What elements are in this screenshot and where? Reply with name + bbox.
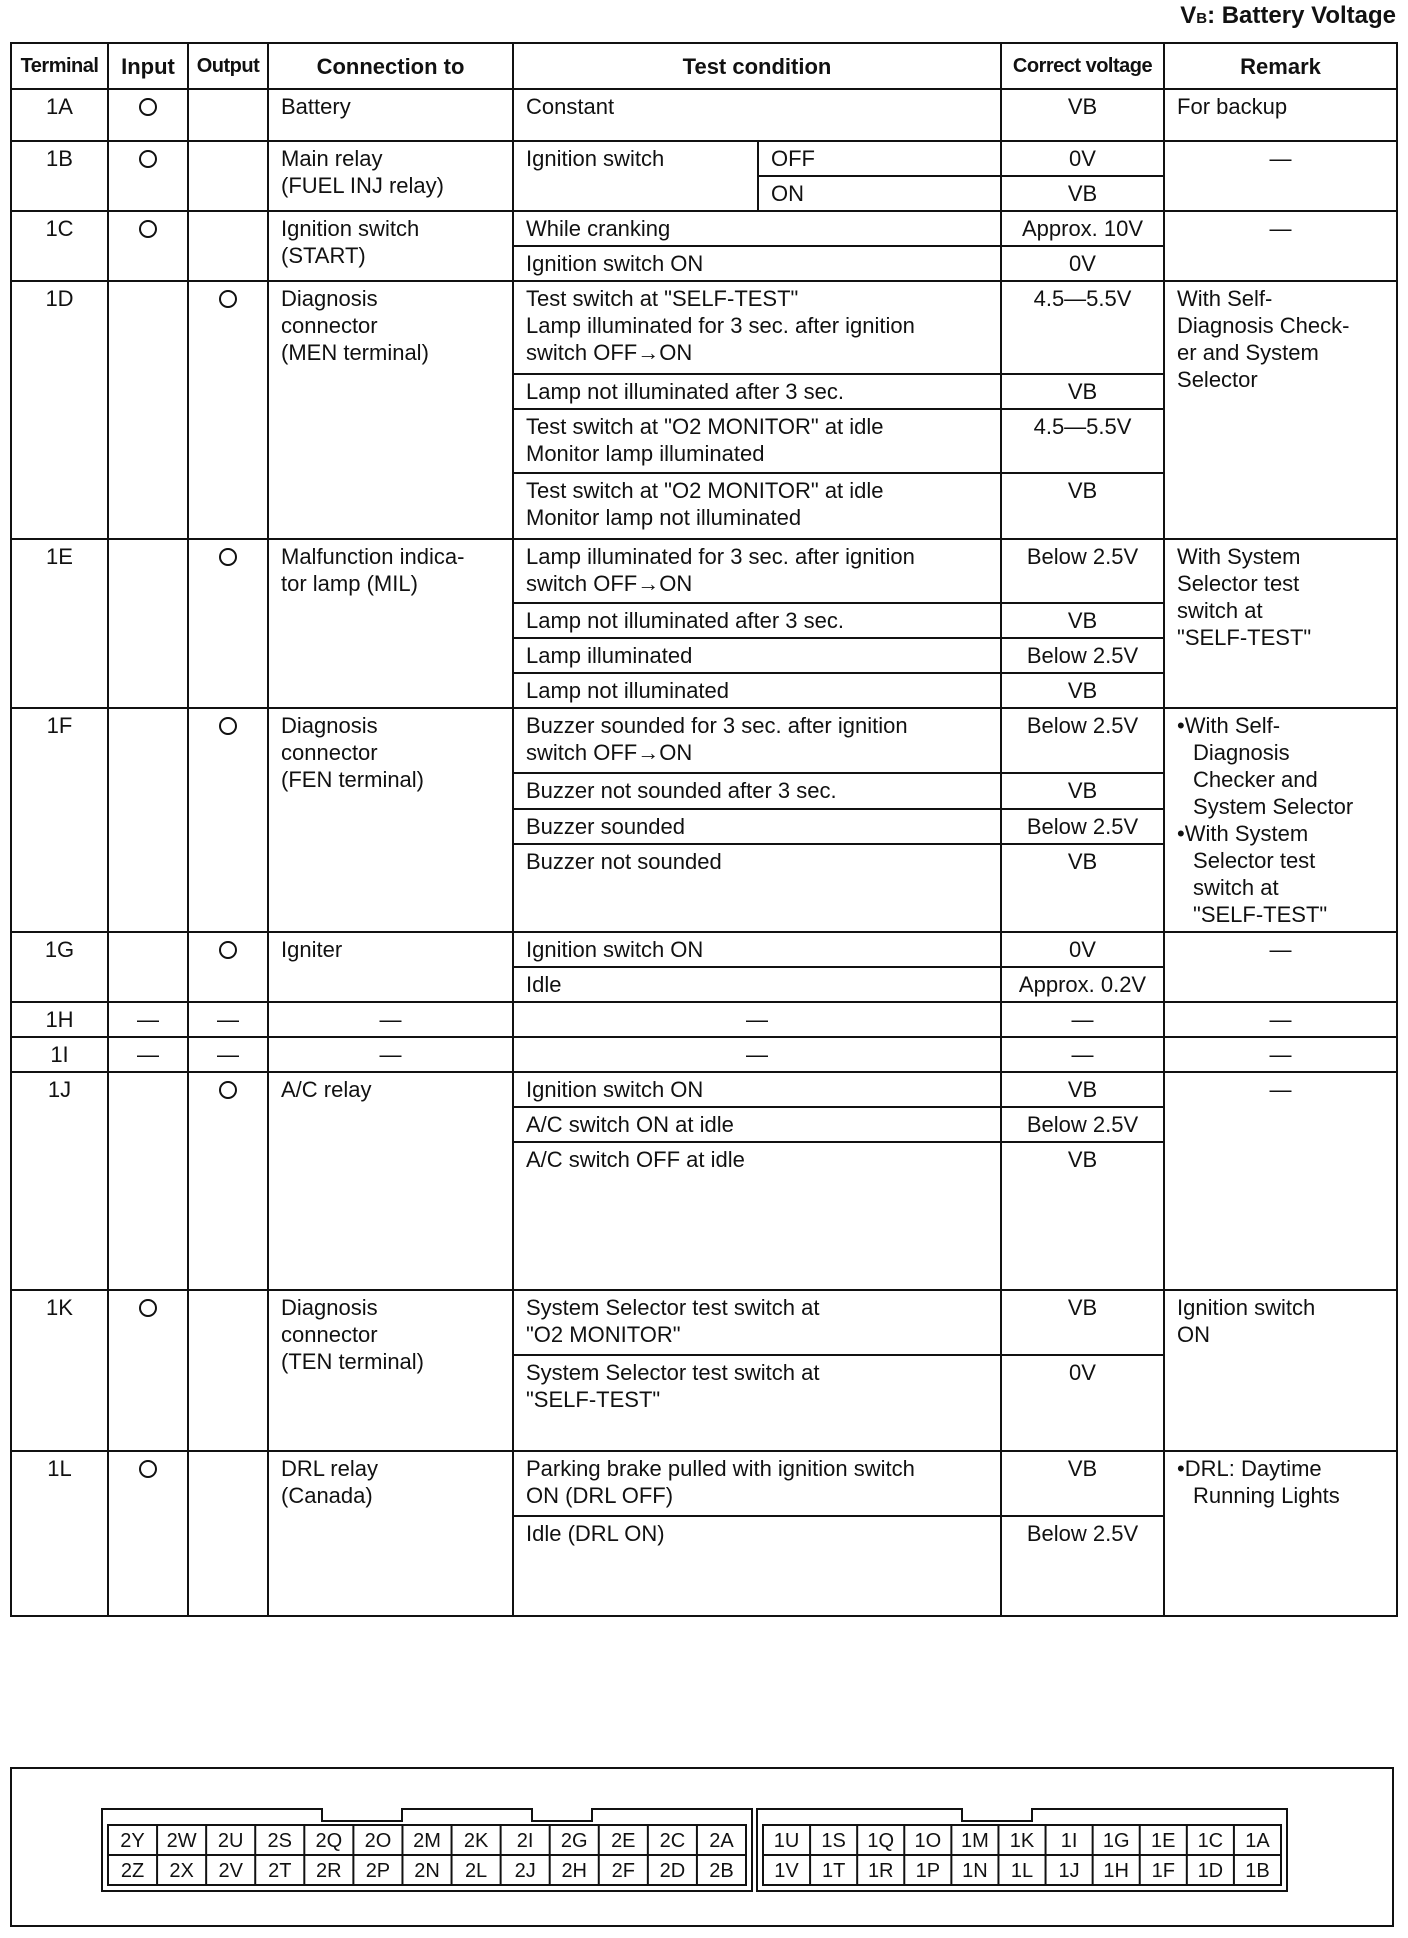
remark-cell: — xyxy=(1164,932,1397,1002)
condition-cell: Lamp not illuminated after 3 sec. xyxy=(513,603,1001,638)
condition-cell: Lamp not illuminated xyxy=(513,673,1001,708)
pin-label: 1C xyxy=(1197,1830,1224,1852)
condition-cell: Lamp illuminated for 3 sec. after ignition switch OFF→ON xyxy=(513,539,1001,603)
remark-cell xyxy=(1164,1451,1397,1616)
condition-cell: — xyxy=(513,1002,1001,1037)
table-row xyxy=(11,141,1397,176)
pin-label: 2E xyxy=(611,1830,636,1852)
terminal-cell: 1H xyxy=(11,1002,108,1037)
condition-cell: A/C switch ON at idle xyxy=(513,1107,1001,1142)
output-mark xyxy=(188,1451,268,1616)
header-input: Input xyxy=(108,43,188,89)
pin-label: 2G xyxy=(560,1830,588,1852)
pin-label: 1N xyxy=(962,1860,988,1882)
voltage-cell: VB xyxy=(1001,89,1164,141)
condition-cell: System Selector test switch at "O2 MONITOR" xyxy=(513,1290,1001,1355)
header-connection: Connection to xyxy=(268,43,513,89)
pin-label: 1D xyxy=(1197,1860,1224,1882)
condition-cell: While cranking xyxy=(513,211,1001,246)
pin-label: 2Q xyxy=(315,1830,343,1852)
condition-cell: Ignition switch ON xyxy=(513,932,1001,967)
terminal-cell: 1J xyxy=(11,1072,108,1290)
connection-cell: Ignition switch (START) xyxy=(268,211,513,281)
pin-label: 1I xyxy=(1060,1830,1078,1852)
pin-label: 2Y xyxy=(120,1830,145,1852)
connection-cell: Battery xyxy=(268,89,513,141)
remark-cell: — xyxy=(1164,1002,1397,1037)
header-remark: Remark xyxy=(1164,43,1397,89)
pin-label: 1L xyxy=(1010,1860,1034,1882)
table-row xyxy=(11,281,1397,374)
pin-label: 1Q xyxy=(867,1830,895,1852)
voltage-cell: 4.5—5.5V xyxy=(1001,281,1164,374)
voltage-cell: 0V xyxy=(1001,141,1164,176)
connection-cell: Diagnosis connector (FEN terminal) xyxy=(268,708,513,932)
pin-label: 2K xyxy=(463,1830,489,1852)
pin-label: 2B xyxy=(709,1860,734,1882)
remark-cell: Ignition switch ON xyxy=(1164,1290,1397,1451)
table-row xyxy=(11,708,1397,773)
condition-cell: Parking brake pulled with ignition switch ON (DRL OFF) xyxy=(513,1451,1001,1516)
pin-label: 2F xyxy=(611,1860,635,1882)
input-mark xyxy=(108,708,188,932)
output-mark xyxy=(188,211,268,281)
voltage-cell: VB xyxy=(1001,176,1164,211)
table-row xyxy=(11,1037,1397,1072)
remark-cell: With System Selector test switch at "SELF-TEST" xyxy=(1164,539,1397,708)
voltage-cell: VB xyxy=(1001,844,1164,932)
pin-label: 2H xyxy=(561,1860,588,1882)
pin-label: 2D xyxy=(659,1860,686,1882)
header-correct-voltage: Correct voltage xyxy=(1001,43,1164,89)
voltage-cell: Below 2.5V xyxy=(1001,1107,1164,1142)
output-mark xyxy=(188,708,268,932)
pin-label: 1M xyxy=(961,1830,989,1852)
pin-label: 2A xyxy=(709,1830,734,1852)
connector-block-right xyxy=(757,1809,1287,1891)
voltage-cell: VB xyxy=(1001,374,1164,409)
terminal-cell: 1G xyxy=(11,932,108,1002)
table-row xyxy=(11,1002,1397,1037)
condition-cell: Test switch at "SELF-TEST" Lamp illuminated for 3 sec. after ignition switch OFF→ON xyxy=(513,281,1001,374)
condition-cell: Test switch at "O2 MONITOR" at idle Monitor lamp not illuminated xyxy=(513,473,1001,539)
input-circle-icon xyxy=(139,150,157,168)
voltage-cell: 0V xyxy=(1001,246,1164,281)
voltage-cell: VB xyxy=(1001,1072,1164,1107)
condition-cell: — xyxy=(513,1037,1001,1072)
output-mark xyxy=(188,1290,268,1451)
pin-label: 2Z xyxy=(120,1860,145,1882)
terminal-cell: 1A xyxy=(11,89,108,141)
condition-cell: Ignition switch ON xyxy=(513,246,1001,281)
voltage-cell: 4.5—5.5V xyxy=(1001,409,1164,473)
voltage-cell: Below 2.5V xyxy=(1001,539,1164,603)
pin-label: 1H xyxy=(1103,1860,1129,1882)
connection-cell: Main relay (FUEL INJ relay) xyxy=(268,141,513,211)
pin-label: 2M xyxy=(413,1830,441,1852)
header-output: Output xyxy=(188,43,268,89)
pin-label: 2L xyxy=(464,1860,488,1882)
output-circle-icon xyxy=(219,717,237,735)
pin-label: 2X xyxy=(169,1860,194,1882)
pin-label: 1J xyxy=(1058,1860,1080,1882)
output-mark xyxy=(188,539,268,708)
output-mark xyxy=(188,932,268,1002)
pin-label: 2U xyxy=(217,1830,244,1852)
remark-cell: — xyxy=(1164,1072,1397,1290)
condition-cell: Ignition switch xyxy=(513,141,758,211)
terminal-cell: 1D xyxy=(11,281,108,539)
condition-cell: Buzzer not sounded after 3 sec. xyxy=(513,773,1001,809)
pin-label: 2R xyxy=(316,1860,342,1882)
voltage-cell: VB xyxy=(1001,1451,1164,1516)
voltage-cell: Below 2.5V xyxy=(1001,638,1164,673)
pin-label: 2P xyxy=(365,1860,391,1882)
input-mark xyxy=(108,211,188,281)
condition-sub-cell: OFF xyxy=(758,141,1001,176)
voltage-cell: Below 2.5V xyxy=(1001,708,1164,773)
terminal-cell: 1I xyxy=(11,1037,108,1072)
voltage-cell: Below 2.5V xyxy=(1001,809,1164,845)
input-circle-icon xyxy=(139,98,157,116)
input-mark xyxy=(108,1290,188,1451)
input-mark xyxy=(108,281,188,539)
condition-cell: Test switch at "O2 MONITOR" at idle Monitor lamp illuminated xyxy=(513,409,1001,473)
pin-label: 2T xyxy=(268,1860,292,1882)
condition-cell: Lamp not illuminated after 3 sec. xyxy=(513,374,1001,409)
output-mark xyxy=(188,89,268,141)
voltage-cell: VB xyxy=(1001,1290,1164,1355)
pin-label: 1P xyxy=(915,1860,941,1882)
output-mark xyxy=(188,141,268,211)
pin-label: 1B xyxy=(1245,1860,1270,1882)
pin-label: 2I xyxy=(516,1830,534,1852)
pin-label: 1U xyxy=(773,1830,800,1852)
output-mark xyxy=(188,1072,268,1290)
table-row xyxy=(11,1451,1397,1516)
pin-label: 2W xyxy=(166,1830,197,1852)
condition-cell: Lamp illuminated xyxy=(513,638,1001,673)
condition-cell: Ignition switch ON xyxy=(513,1072,1001,1107)
input-circle-icon xyxy=(139,1460,157,1478)
pin-label: 2J xyxy=(514,1860,536,1882)
voltage-cell: 0V xyxy=(1001,932,1164,967)
connector-block-left xyxy=(102,1809,752,1891)
input-mark xyxy=(108,539,188,708)
voltage-cell: VB xyxy=(1001,673,1164,708)
voltage-cell: Approx. 10V xyxy=(1001,211,1164,246)
table-header-row xyxy=(11,43,1397,89)
voltage-cell: 0V xyxy=(1001,1355,1164,1451)
condition-cell: Buzzer sounded for 3 sec. after ignition switch OFF→ON xyxy=(513,708,1001,773)
terminal-cell: 1F xyxy=(11,708,108,932)
connection-cell: — xyxy=(268,1037,513,1072)
pin-label: 1F xyxy=(1151,1860,1175,1882)
pin-label: 1T xyxy=(821,1860,846,1882)
condition-cell: System Selector test switch at "SELF-TEST" xyxy=(513,1355,1001,1451)
pin-label: 2V xyxy=(218,1860,243,1882)
pin-label: 1G xyxy=(1102,1830,1130,1852)
output-mark xyxy=(188,281,268,539)
voltage-cell: VB xyxy=(1001,603,1164,638)
table-row xyxy=(11,211,1397,246)
header-terminal: Terminal xyxy=(11,43,108,89)
table-row xyxy=(11,89,1397,141)
connection-cell: Igniter xyxy=(268,932,513,1002)
table-row xyxy=(11,539,1397,603)
pin-label: 1K xyxy=(1009,1830,1035,1852)
voltage-cell: — xyxy=(1001,1037,1164,1072)
output-circle-icon xyxy=(219,941,237,959)
pin-label: 2S xyxy=(267,1830,293,1852)
table-row xyxy=(11,932,1397,967)
input-circle-icon xyxy=(139,220,157,238)
input-mark: — xyxy=(108,1037,188,1072)
battery-voltage-legend: VB: Battery Voltage xyxy=(1180,2,1396,29)
voltage-cell: VB xyxy=(1001,1142,1164,1290)
remark-bullet: •With Self- Diagnosis Checker and System Selector xyxy=(1177,713,1354,819)
voltage-cell: Below 2.5V xyxy=(1001,1516,1164,1616)
condition-cell: Idle xyxy=(513,967,1001,1002)
output-circle-icon xyxy=(219,548,237,566)
output-circle-icon xyxy=(219,290,237,308)
connection-cell: A/C relay xyxy=(268,1072,513,1290)
connection-cell: Diagnosis connector (TEN terminal) xyxy=(268,1290,513,1451)
remark-cell: — xyxy=(1164,211,1397,281)
voltage-cell: Approx. 0.2V xyxy=(1001,967,1164,1002)
output-circle-icon xyxy=(219,1081,237,1099)
terminal-cell: 1B xyxy=(11,141,108,211)
pin-label: 2N xyxy=(414,1860,440,1882)
connection-cell: — xyxy=(268,1002,513,1037)
remark-cell: With Self- Diagnosis Check- er and System Selector xyxy=(1164,281,1397,539)
input-mark xyxy=(108,1451,188,1616)
terminal-voltage-table xyxy=(10,42,1398,1617)
connection-cell: DRL relay (Canada) xyxy=(268,1451,513,1616)
input-mark xyxy=(108,1072,188,1290)
output-mark: — xyxy=(188,1002,268,1037)
terminal-cell: 1K xyxy=(11,1290,108,1451)
remark-cell: — xyxy=(1164,1037,1397,1072)
remark-cell: — xyxy=(1164,141,1397,211)
input-mark: — xyxy=(108,1002,188,1037)
connector-svg xyxy=(12,1769,1392,1925)
remark-bullet: •DRL: Daytime Running Lights xyxy=(1177,1456,1340,1508)
pin-label: 1R xyxy=(867,1860,894,1882)
pin-label: 2C xyxy=(659,1830,686,1852)
pin-label: 1A xyxy=(1245,1830,1270,1852)
pin-label: 1V xyxy=(774,1860,799,1882)
pin-label: 1S xyxy=(821,1830,846,1852)
voltage-cell: — xyxy=(1001,1002,1164,1037)
condition-cell: Constant xyxy=(513,89,1001,141)
condition-cell: Buzzer sounded xyxy=(513,809,1001,845)
terminal-cell: 1C xyxy=(11,211,108,281)
pin-label: 1O xyxy=(914,1830,942,1852)
condition-cell: Idle (DRL ON) xyxy=(513,1516,1001,1616)
condition-cell: Buzzer not sounded xyxy=(513,844,1001,932)
header-test-condition: Test condition xyxy=(513,43,1001,89)
voltage-cell: VB xyxy=(1001,473,1164,539)
remark-cell: For backup xyxy=(1164,89,1397,141)
pin-label: 2O xyxy=(364,1830,392,1852)
input-mark xyxy=(108,141,188,211)
remark-bullet: •With System Selector test switch at "SELF-TEST" xyxy=(1177,821,1328,927)
table-row xyxy=(11,1072,1397,1107)
input-circle-icon xyxy=(139,1299,157,1317)
condition-sub-cell: ON xyxy=(758,176,1001,211)
terminal-cell: 1E xyxy=(11,539,108,708)
table-row xyxy=(11,1290,1397,1355)
terminal-cell: 1L xyxy=(11,1451,108,1616)
voltage-cell: VB xyxy=(1001,773,1164,809)
pin-label: 1E xyxy=(1151,1830,1176,1852)
condition-cell: A/C switch OFF at idle xyxy=(513,1142,1001,1290)
connection-cell: Malfunction indica- tor lamp (MIL) xyxy=(268,539,513,708)
input-mark xyxy=(108,89,188,141)
connection-cell: Diagnosis connector (MEN terminal) xyxy=(268,281,513,539)
remark-cell xyxy=(1164,708,1397,932)
connector-diagram xyxy=(10,1767,1394,1927)
output-mark: — xyxy=(188,1037,268,1072)
input-mark xyxy=(108,932,188,1002)
